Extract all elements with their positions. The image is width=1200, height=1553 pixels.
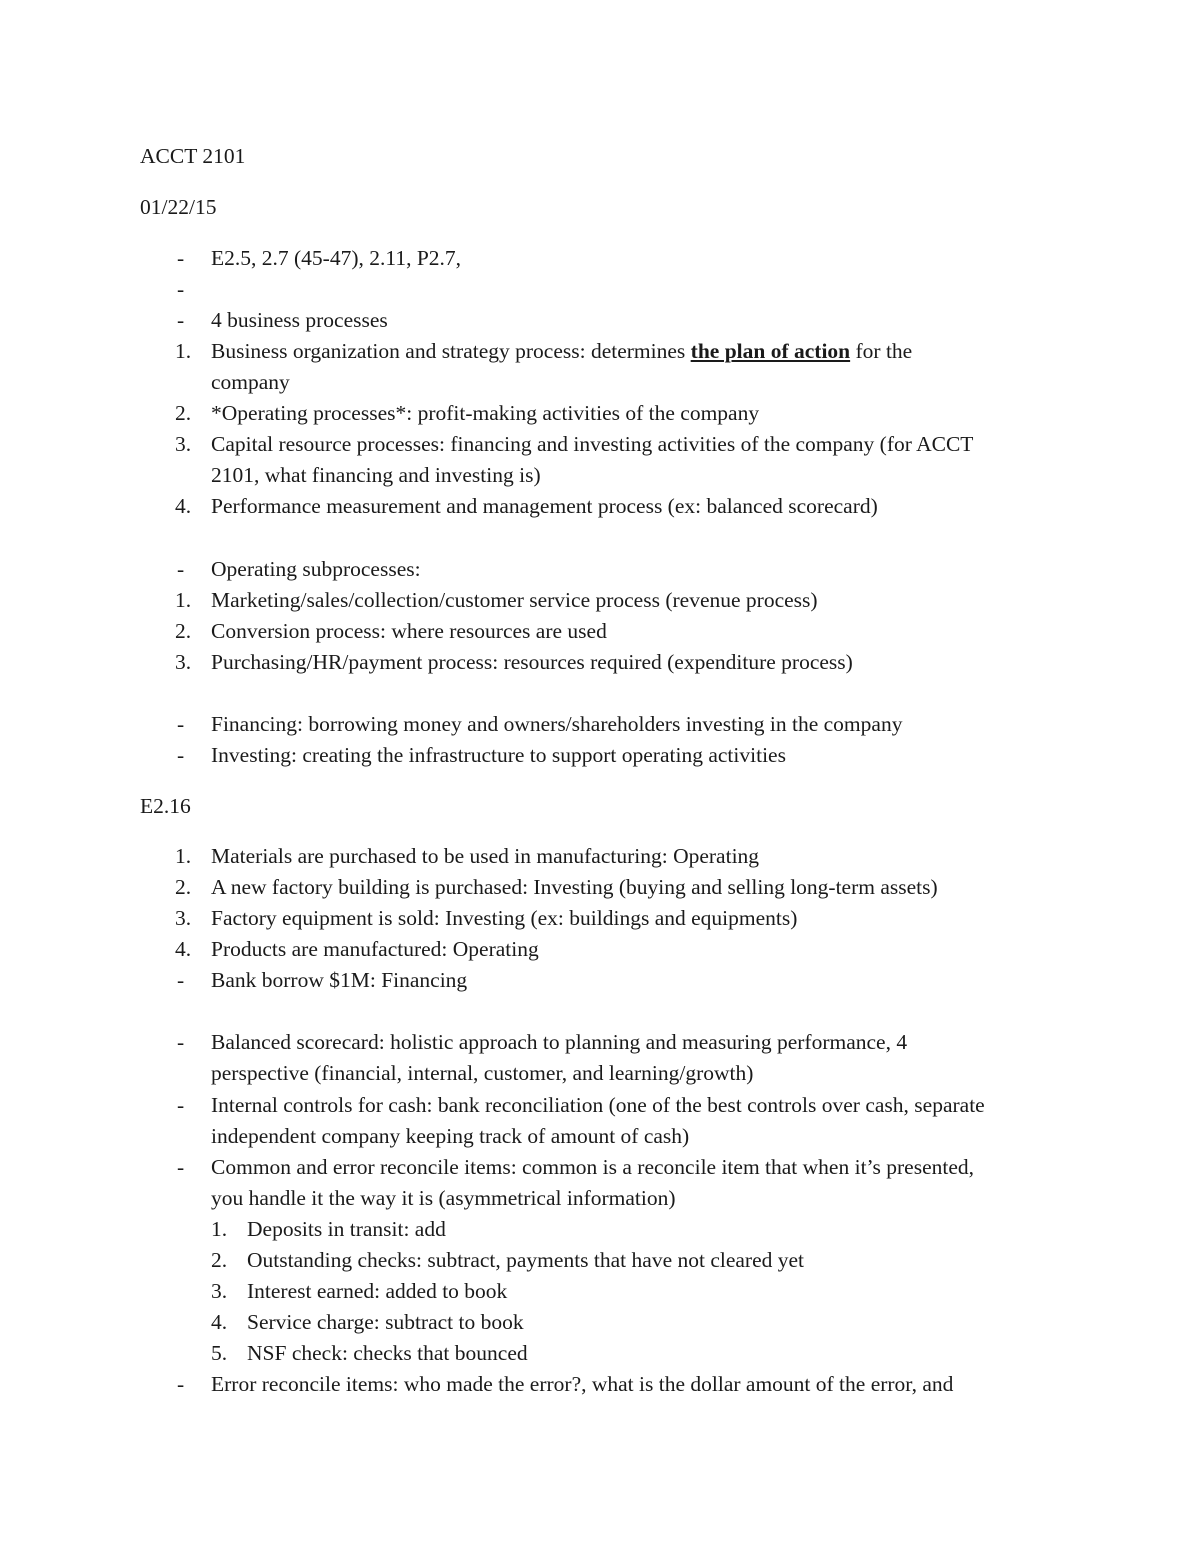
- list-number: 2.: [175, 619, 192, 643]
- reconcile-items-item: Common and error reconcile items: common is a reconcile item that when it’s presented,: [211, 1155, 975, 1179]
- emphasized-phrase: the plan of action: [690, 339, 851, 363]
- bullet-dash: -: [177, 557, 185, 581]
- reconcile-subitem-4: Service charge: subtract to book: [247, 1310, 524, 1334]
- list-number: 2.: [175, 401, 192, 425]
- process-item-1-text: Business organization and strategy process: determines: [211, 339, 691, 363]
- list-number: 3.: [211, 1279, 228, 1303]
- bullet-dash: -: [177, 1372, 185, 1396]
- subprocess-item-3: Purchasing/HR/payment process: resources required (expenditure process): [211, 650, 853, 674]
- bullet-dash: -: [177, 277, 185, 301]
- process-item-1-continuation: company: [211, 370, 290, 394]
- financing-item: Financing: borrowing money and owners/shareholders investing in the company: [211, 712, 903, 736]
- list-number: 3.: [175, 650, 192, 674]
- list-number: 1.: [175, 844, 192, 868]
- list-number: 1.: [175, 339, 192, 363]
- subprocess-item-1: Marketing/sales/collection/customer service process (revenue process): [211, 588, 818, 612]
- investing-item: Investing: creating the infrastructure to support operating activities: [211, 743, 786, 767]
- bullet-dash: -: [177, 308, 185, 332]
- assignments-item: E2.5, 2.7 (45-47), 2.11, P2.7,: [211, 246, 462, 270]
- list-number: 1.: [211, 1217, 228, 1241]
- reconcile-items-continuation: you handle it the way it is (asymmetrical information): [211, 1186, 676, 1210]
- scorecard-item: Balanced scorecard: holistic approach to planning and measuring performance, 4: [211, 1030, 908, 1054]
- process-item-4: Performance measurement and management process (ex: balanced scorecard): [211, 494, 878, 518]
- internal-controls-item: Internal controls for cash: bank reconciliation (one of the best controls over cash, separate: [211, 1093, 985, 1117]
- list-number: 1.: [175, 588, 192, 612]
- exercise-item-2: A new factory building is purchased: Investing (buying and selling long-term assets): [211, 875, 938, 899]
- list-number: 4.: [211, 1310, 228, 1334]
- note-date: 01/22/15: [140, 195, 217, 219]
- internal-controls-continuation: independent company keeping track of amount of cash): [211, 1124, 690, 1148]
- bullet-dash: -: [177, 712, 185, 736]
- processes-heading: 4 business processes: [211, 308, 388, 332]
- process-item-1: [211, 338, 912, 364]
- scorecard-item-continuation: perspective (financial, internal, customer, and learning/growth): [211, 1061, 754, 1085]
- reconcile-subitem-2: Outstanding checks: subtract, payments that have not cleared yet: [247, 1248, 805, 1272]
- list-number: 2.: [175, 875, 192, 899]
- process-item-1-tail: for the: [850, 339, 913, 363]
- error-reconcile-item: Error reconcile items: who made the error?, what is the dollar amount of the error, and: [211, 1372, 954, 1396]
- list-number: 4.: [175, 494, 192, 518]
- bullet-dash: -: [177, 1093, 185, 1117]
- list-number: 3.: [175, 432, 192, 456]
- list-number: 5.: [211, 1341, 228, 1365]
- subprocess-item-2: Conversion process: where resources are used: [211, 619, 607, 643]
- list-number: 2.: [211, 1248, 228, 1272]
- list-number: 3.: [175, 906, 192, 930]
- bullet-dash: -: [177, 246, 185, 270]
- bullet-dash: -: [177, 1030, 185, 1054]
- exercise-item-4: Products are manufactured: Operating: [211, 937, 539, 961]
- bullet-dash: -: [177, 1155, 185, 1179]
- reconcile-subitem-1: Deposits in transit: add: [247, 1217, 446, 1241]
- list-number: 4.: [175, 937, 192, 961]
- bullet-dash: -: [177, 743, 185, 767]
- process-item-3: Capital resource processes: financing and investing activities of the company (for ACCT: [211, 432, 974, 456]
- reconcile-subitem-5: NSF check: checks that bounced: [247, 1341, 528, 1365]
- process-item-2: *Operating processes*: profit-making activities of the company: [211, 401, 760, 425]
- course-title: ACCT 2101: [140, 144, 246, 168]
- reconcile-subitem-3: Interest earned: added to book: [247, 1279, 508, 1303]
- subprocesses-heading: Operating subprocesses:: [211, 557, 421, 581]
- exercise-item-5: Bank borrow $1M: Financing: [211, 968, 468, 992]
- exercise-item-3: Factory equipment is sold: Investing (ex: buildings and equipments): [211, 906, 798, 930]
- exercise-item-1: Materials are purchased to be used in manufacturing: Operating: [211, 844, 760, 868]
- process-item-3-continuation: 2101, what financing and investing is): [211, 463, 541, 487]
- exercise-label: E2.16: [140, 794, 191, 818]
- bullet-dash: -: [177, 968, 185, 992]
